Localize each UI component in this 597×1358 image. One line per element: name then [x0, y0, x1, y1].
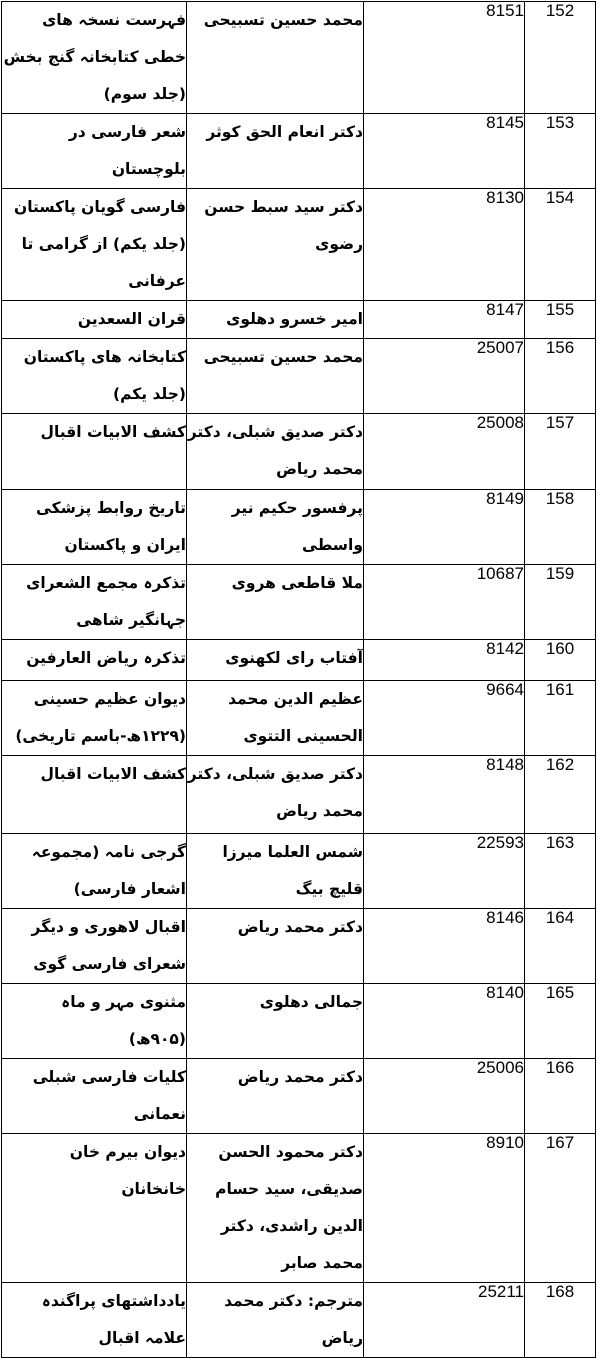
title-cell: مثنوی مہر و ماہ (۹۰۵ھ) [2, 984, 187, 1059]
author-cell: ملا قاطعی ھروی [187, 565, 364, 640]
accession-number-cell: 8146 [364, 909, 525, 984]
table-row [2, 640, 596, 681]
accession-number-cell: 8142 [364, 640, 525, 681]
title-cell: کشف الابیات اقبال [2, 414, 187, 490]
title-cell: کتابخانہ ھای پاکستان (جلد یکم) [2, 339, 187, 414]
title-cell: گرجی نامہ (مجموعہ اشعار فارسی) [2, 834, 187, 909]
accession-number-cell: 8145 [364, 114, 525, 189]
author-cell: محمد حسین تسبیحی [187, 2, 364, 114]
title-cell: اقبال لاھوری و دیگر شعرای فارسی گوی [2, 909, 187, 984]
table-row [2, 681, 596, 756]
table-row [2, 490, 596, 565]
serial-number-cell: 156 [525, 339, 596, 414]
table-row [2, 189, 596, 301]
author-cell: دکتر صدیق شبلی، دکتر محمد ریاض [187, 756, 364, 834]
serial-number-cell: 165 [525, 984, 596, 1059]
author-cell: پرفسور حکیم نیر واسطی [187, 490, 364, 565]
author-cell: مترجم: دکتر محمد ریاض [187, 1283, 364, 1358]
table-row [2, 2, 596, 114]
accession-number-cell: 25008 [364, 414, 525, 490]
serial-number-cell: 152 [525, 2, 596, 114]
title-cell: فارسی گویان پاکستان (جلد یکم) از گرامی تا عرفانی [2, 189, 187, 301]
accession-number-cell: 8148 [364, 756, 525, 834]
title-cell: قران السعدین [2, 301, 187, 339]
author-cell: محمد حسین تسبیحی [187, 339, 364, 414]
accession-number-cell: 8140 [364, 984, 525, 1059]
title-cell: فہرست نسخہ ھای خطی کتابخانہ گنج بخش (جلد سوم) [2, 2, 187, 114]
accession-number-cell: 25211 [364, 1283, 525, 1358]
title-cell: شعر فارسی در بلوچستان [2, 114, 187, 189]
title-cell: یادداشتھای پراگندہ علامہ اقبال [2, 1283, 187, 1358]
table-row [2, 909, 596, 984]
table-row [2, 301, 596, 339]
serial-number-cell: 167 [525, 1134, 596, 1283]
title-cell: تذکرہ مجمع الشعرای جہانگیر شاھی [2, 565, 187, 640]
catalog-table [1, 1, 596, 1358]
title-cell: تاریخ روابط پزشکی ایران و پاکستان [2, 490, 187, 565]
serial-number-cell: 154 [525, 189, 596, 301]
serial-number-cell: 162 [525, 756, 596, 834]
table-row [2, 756, 596, 834]
accession-number-cell: 25006 [364, 1059, 525, 1134]
accession-number-cell: 22593 [364, 834, 525, 909]
author-cell: شمس العلما میرزا قلیچ بیگ [187, 834, 364, 909]
serial-number-cell: 166 [525, 1059, 596, 1134]
title-cell: تذکرہ ریاض العارفین [2, 640, 187, 681]
title-cell: کشف الابیات اقبال [2, 756, 187, 834]
table-row [2, 414, 596, 490]
accession-number-cell: 10687 [364, 565, 525, 640]
serial-number-cell: 158 [525, 490, 596, 565]
table-row [2, 339, 596, 414]
table-row [2, 834, 596, 909]
serial-number-cell: 163 [525, 834, 596, 909]
accession-number-cell: 9664 [364, 681, 525, 756]
serial-number-cell: 153 [525, 114, 596, 189]
accession-number-cell: 8130 [364, 189, 525, 301]
accession-number-cell: 8147 [364, 301, 525, 339]
author-cell: امیر خسرو دھلوی [187, 301, 364, 339]
accession-number-cell: 8910 [364, 1134, 525, 1283]
serial-number-cell: 160 [525, 640, 596, 681]
author-cell: جمالی دھلوی [187, 984, 364, 1059]
serial-number-cell: 159 [525, 565, 596, 640]
author-cell: دکتر محمد ریاض [187, 1059, 364, 1134]
accession-number-cell: 8151 [364, 2, 525, 114]
author-cell: دکتر محمد ریاض [187, 909, 364, 984]
table-row [2, 1134, 596, 1283]
serial-number-cell: 157 [525, 414, 596, 490]
title-cell: دیوان عظیم حسینی (۱۲۲۹ھ-باسم تاریخی) [2, 681, 187, 756]
table-row [2, 984, 596, 1059]
accession-number-cell: 8149 [364, 490, 525, 565]
table-row [2, 114, 596, 189]
accession-number-cell: 25007 [364, 339, 525, 414]
table-row [2, 1283, 596, 1358]
author-cell: دکتر سید سبط حسن رضوی [187, 189, 364, 301]
serial-number-cell: 161 [525, 681, 596, 756]
serial-number-cell: 164 [525, 909, 596, 984]
table-row [2, 565, 596, 640]
serial-number-cell: 168 [525, 1283, 596, 1358]
author-cell: آفتاب رای لکھنوی [187, 640, 364, 681]
author-cell: عظیم الدین محمد الحسینی التتوی [187, 681, 364, 756]
author-cell: دکتر محمود الحسن صدیقی، سید حسام الدین راشدی، دکتر محمد صابر [187, 1134, 364, 1283]
title-cell: کلیات فارسی شبلی نعمانی [2, 1059, 187, 1134]
serial-number-cell: 155 [525, 301, 596, 339]
author-cell: دکتر انعام الحق کوثر [187, 114, 364, 189]
title-cell: دیوان بیرم خان خانخانان [2, 1134, 187, 1283]
table-row [2, 1059, 596, 1134]
author-cell: دکتر صدیق شبلی، دکتر محمد ریاض [187, 414, 364, 490]
